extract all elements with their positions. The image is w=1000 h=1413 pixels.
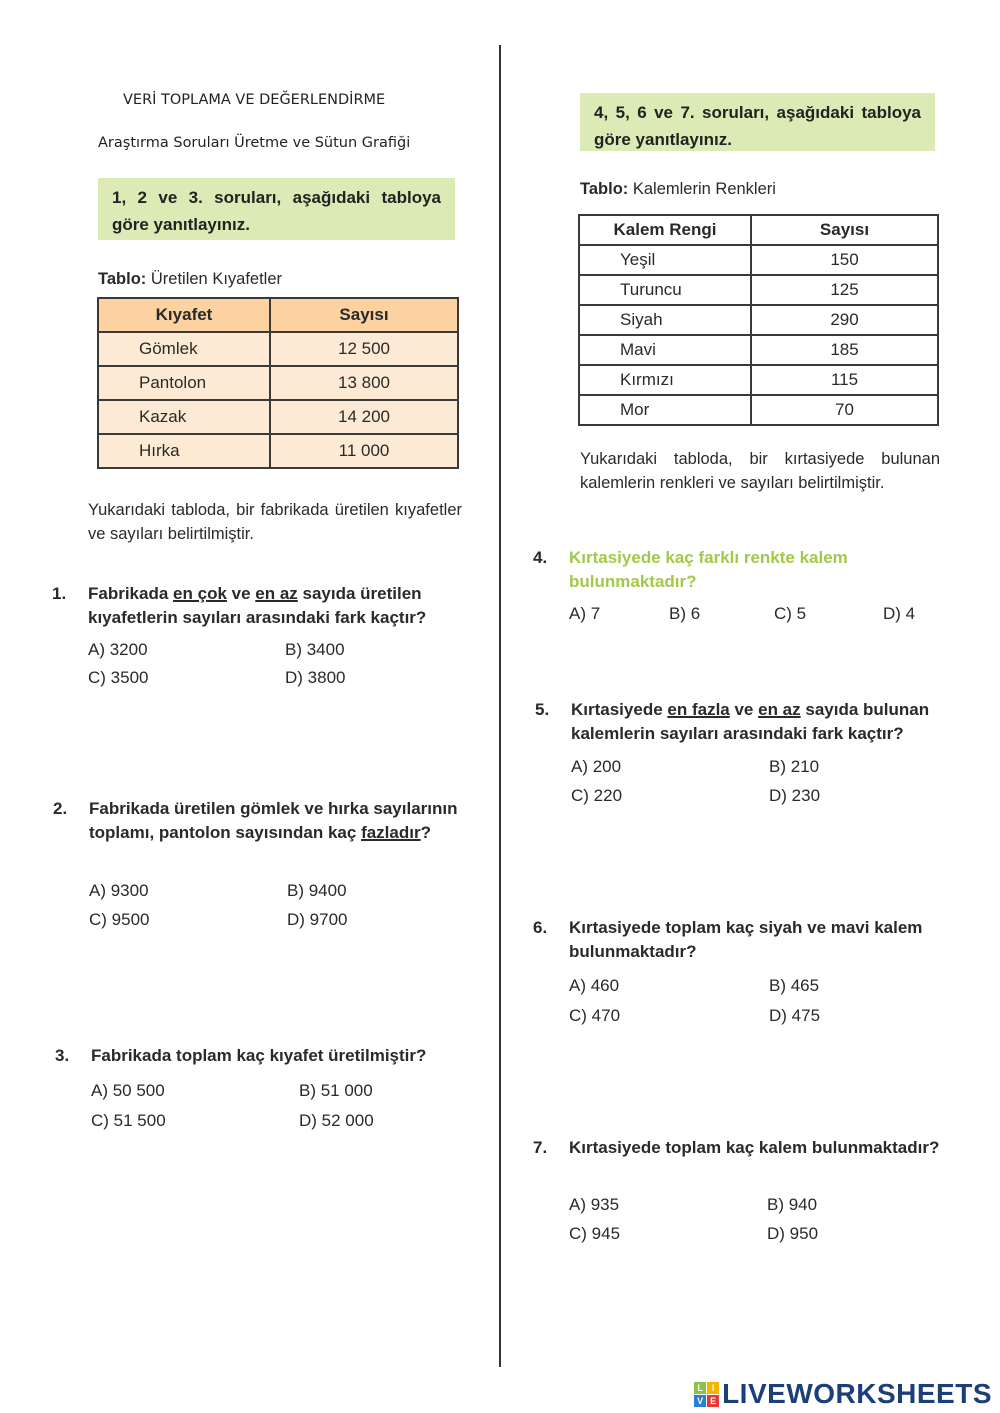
- cell: 290: [751, 305, 938, 335]
- cell: 70: [751, 395, 938, 425]
- question-text: Kırtasiyede kaç farklı renkte kalem bulunmaktadır?: [569, 548, 848, 591]
- cell: 150: [751, 245, 938, 275]
- table-row: [98, 434, 458, 468]
- cell: Kazak: [98, 400, 270, 434]
- question-number: 1.: [52, 584, 67, 603]
- question-number: 7.: [533, 1138, 548, 1157]
- caption-text: Üretilen Kıyafetler: [150, 270, 283, 288]
- cell: Yeşil: [579, 245, 751, 275]
- instruction-box-left: 1, 2 ve 3. soruları, aşağıdaki tabloya göre yanıtlayınız.: [98, 178, 455, 240]
- table-row: [579, 305, 938, 335]
- question-2: [53, 797, 465, 845]
- cell: 185: [751, 335, 938, 365]
- column-divider: [499, 45, 501, 1367]
- clothes-table: [97, 297, 459, 469]
- underlined-text: en az: [758, 700, 801, 719]
- option-d[interactable]: D) 52 000: [299, 1111, 374, 1130]
- table-row: [579, 275, 938, 305]
- cell: Hırka: [98, 434, 270, 468]
- option-c[interactable]: C) 220: [571, 786, 623, 805]
- question-6: [533, 916, 954, 964]
- option-b[interactable]: B) 3400: [285, 640, 345, 659]
- cell: 125: [751, 275, 938, 305]
- question-4: [533, 546, 941, 594]
- table-header: Sayısı: [751, 215, 938, 245]
- question-7: [533, 1136, 949, 1160]
- table-row: [579, 395, 938, 425]
- underlined-text: en fazla: [667, 700, 730, 719]
- option-a[interactable]: A) 3200: [88, 640, 148, 659]
- cell: 11 000: [270, 434, 458, 468]
- option-b[interactable]: B) 940: [767, 1195, 818, 1214]
- cell: Mavi: [579, 335, 751, 365]
- question-number: 4.: [533, 548, 548, 567]
- option-d[interactable]: D) 9700: [287, 910, 348, 929]
- table-row: [579, 245, 938, 275]
- question-number: 3.: [55, 1046, 70, 1065]
- question-text: Fabrikada: [88, 584, 174, 603]
- logo-block: V: [694, 1395, 706, 1407]
- option-c[interactable]: C) 9500: [89, 910, 150, 929]
- cell: Siyah: [579, 305, 751, 335]
- table-row: [98, 400, 458, 434]
- option-b[interactable]: B) 6: [669, 604, 701, 623]
- worksheet-subtitle: Araştırma Soruları Üretme ve Sütun Grafiği: [98, 135, 411, 151]
- table-row: [98, 332, 458, 366]
- option-a[interactable]: A) 460: [569, 976, 620, 995]
- table-caption-right: [580, 180, 776, 199]
- logo-blocks-icon: [694, 1382, 719, 1407]
- table-description-left: Yukarıdaki tabloda, bir fabrikada üretilen kıyafetler ve sayıları belirtilmiştir.: [88, 501, 462, 543]
- logo-text: LIVEWORKSHEETS: [722, 1378, 992, 1409]
- option-c[interactable]: C) 945: [569, 1224, 621, 1243]
- cell: Mor: [579, 395, 751, 425]
- underlined-text: en az: [255, 584, 298, 603]
- question-number: 2.: [53, 799, 68, 818]
- option-b[interactable]: B) 465: [769, 976, 820, 995]
- question-3: [55, 1044, 481, 1068]
- option-d[interactable]: D) 3800: [285, 668, 346, 687]
- instruction-box-right: 4, 5, 6 ve 7. soruları, aşağıdaki tabloya göre yanıtlayınız.: [580, 93, 935, 151]
- underlined-text: en çok: [173, 584, 227, 603]
- cell: 13 800: [270, 366, 458, 400]
- cell: 115: [751, 365, 938, 395]
- question-5: [535, 698, 951, 746]
- underlined-text: fazladır: [361, 823, 421, 842]
- table-row: [579, 335, 938, 365]
- option-a[interactable]: A) 200: [571, 757, 622, 776]
- option-a[interactable]: A) 935: [569, 1195, 620, 1214]
- option-c[interactable]: C) 470: [569, 1006, 621, 1025]
- question-text: ve: [226, 584, 256, 603]
- cell: Pantolon: [98, 366, 270, 400]
- option-d[interactable]: D) 4: [883, 604, 916, 623]
- option-b[interactable]: B) 51 000: [299, 1081, 373, 1100]
- cell: 14 200: [270, 400, 458, 434]
- question-text: ve: [729, 700, 759, 719]
- option-b[interactable]: B) 210: [769, 757, 820, 776]
- option-d[interactable]: D) 475: [769, 1006, 821, 1025]
- liveworksheets-logo[interactable]: [694, 1378, 992, 1410]
- table-row: [98, 366, 458, 400]
- caption-label: Tablo:: [98, 270, 147, 288]
- question-text: sayıda bulunan kalemlerin sayıları arasındaki fark kaçtır?: [571, 700, 930, 743]
- question-text: Fabrikada üretilen gömlek ve hırka sayılarının toplamı, pantolon sayısından kaç: [89, 799, 458, 842]
- question-text: sayıda üretilen kıyafetlerin sayıları arasındaki fark kaçtır?: [88, 584, 427, 627]
- option-c[interactable]: C) 5: [774, 604, 807, 623]
- worksheet-title: VERİ TOPLAMA VE DEĞERLENDİRME: [123, 92, 386, 108]
- question-text: Fabrikada toplam kaç kıyafet üretilmiştir?: [91, 1046, 427, 1065]
- question-1: [52, 582, 462, 630]
- logo-block: L: [694, 1382, 706, 1394]
- option-a[interactable]: A) 50 500: [91, 1081, 165, 1100]
- table-row: [579, 365, 938, 395]
- table-header: Kıyafet: [98, 298, 270, 332]
- logo-block: E: [707, 1395, 719, 1407]
- question-text: Kırtasiyede toplam kaç kalem bulunmaktadır?: [569, 1138, 940, 1157]
- question-text: Kırtasiyede toplam kaç siyah ve mavi kalem bulunmaktadır?: [569, 918, 923, 961]
- logo-block: I: [707, 1382, 719, 1394]
- caption-text: Kalemlerin Renkleri: [632, 180, 776, 198]
- option-a[interactable]: A) 9300: [89, 881, 149, 900]
- option-d[interactable]: D) 230: [769, 786, 821, 805]
- option-b[interactable]: B) 9400: [287, 881, 347, 900]
- question-text: Kırtasiyede: [571, 700, 668, 719]
- option-c[interactable]: C) 3500: [88, 668, 149, 687]
- option-c[interactable]: C) 51 500: [91, 1111, 166, 1130]
- table-description-right: Yukarıdaki tabloda, bir kırtasiyede bulunan kalemlerin renkleri ve sayıları belirtilmiştir.: [580, 450, 940, 492]
- option-d[interactable]: D) 950: [767, 1224, 819, 1243]
- question-number: 6.: [533, 918, 548, 937]
- cell: Gömlek: [98, 332, 270, 366]
- question-text: ?: [420, 823, 431, 842]
- option-a[interactable]: A) 7: [569, 604, 601, 623]
- cell: 12 500: [270, 332, 458, 366]
- table-header: Sayısı: [270, 298, 458, 332]
- table-caption-left: [98, 270, 282, 289]
- table-header: Kalem Rengi: [579, 215, 751, 245]
- cell: Kırmızı: [579, 365, 751, 395]
- cell: Turuncu: [579, 275, 751, 305]
- caption-label: Tablo:: [580, 180, 629, 198]
- pen-colors-table: [578, 214, 939, 426]
- question-number: 5.: [535, 700, 550, 719]
